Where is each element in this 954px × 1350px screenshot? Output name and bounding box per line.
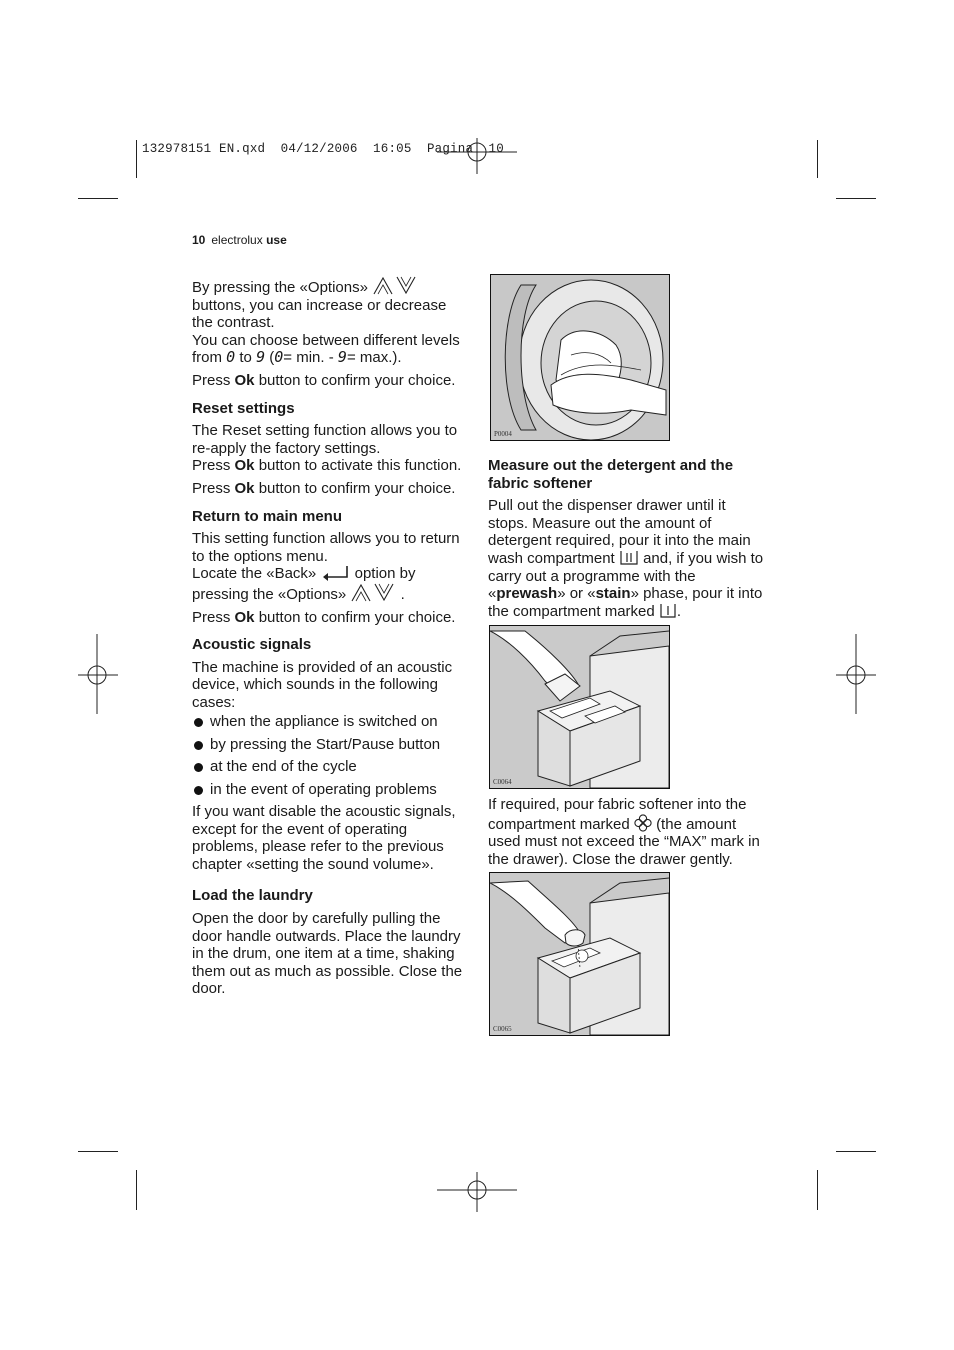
page-number: 10 <box>192 233 206 247</box>
prewash-compartment-icon <box>659 603 677 619</box>
laundry-drum-illustration <box>490 274 670 441</box>
figure-code: P0004 <box>494 430 512 438</box>
up-down-arrows-icon <box>372 276 418 295</box>
section-name: use <box>266 233 287 247</box>
contrast-paragraph: By pressing the «Options» buttons, you can increase or decrease the contrast. You can choose between different levels from 0 to 9 (0= min. - 9= max.). <box>192 276 468 367</box>
brand-name: electrolux <box>211 233 263 247</box>
return-menu-locate: Locate the «Back» option by pressing the «Options» . <box>192 565 416 603</box>
acoustic-bullet-list <box>192 713 468 798</box>
measure-detergent-body: Pull out the dispenser drawer until it stops. Measure out the amount of detergent required, pour it into the main wash compartment and, if you wish to carry out a programme with the «prewash» or «stain» phase, pour it into the compartment marked . <box>488 497 764 620</box>
return-menu-confirm: Press Ok button to confirm your choice. <box>192 608 456 626</box>
back-arrow-icon <box>320 565 350 581</box>
figure-code: C0065 <box>493 1025 512 1033</box>
measure-detergent-heading: Measure out the detergent and the fabric softener <box>488 457 734 492</box>
page-header <box>192 233 287 247</box>
list-item: at the end of the cycle <box>192 758 468 776</box>
list-item: by pressing the Start/Pause button <box>192 736 468 754</box>
registration-mark-bottom <box>437 1172 517 1212</box>
fabric-softener-flower-icon <box>634 814 652 832</box>
acoustic-disable: If you want disable the acoustic signals, except for the event of operating problems, please refer to the previous chapter «setting the sound volume». <box>192 803 456 873</box>
reset-confirm: Press Ok button to confirm your choice. <box>192 479 456 497</box>
list-item: in the event of operating problems <box>192 781 468 799</box>
detergent-drawer-illustration <box>489 625 670 789</box>
reset-activate: Press Ok button to activate this function. <box>192 457 462 475</box>
main-wash-compartment-icon <box>619 550 639 566</box>
list-item: when the appliance is switched on <box>192 713 468 731</box>
load-laundry-heading: Load the laundry <box>192 887 313 905</box>
figure-code: C0064 <box>493 778 512 786</box>
softener-text <box>488 796 764 868</box>
load-laundry-body: Open the door by carefully pulling the door handle outwards. Place the laundry in the drum, one item at a time, shaking them out as much as possible. Close the door. <box>192 910 463 998</box>
acoustic-body: The machine is provided of an acoustic device, which sounds in the following cases: <box>192 658 453 711</box>
reset-settings-heading: Reset settings <box>192 399 295 417</box>
return-menu-body: This setting function allows you to return to the options menu. <box>192 530 460 565</box>
fabric-softener-illustration <box>489 872 670 1036</box>
registration-mark-right <box>836 634 876 714</box>
up-down-arrows-icon <box>350 583 396 602</box>
acoustic-signals-heading: Acoustic signals <box>192 636 312 654</box>
softener-body: If required, pour fabric softener into the compartment marked (the amount used must not exceed the “MAX” mark in the drawer). Close the drawer gently. <box>488 796 760 868</box>
reset-body: The Reset setting function allows you to re-apply the factory settings. <box>192 422 458 457</box>
print-slug: 132978151 EN.qxd 04/12/2006 16:05 Pagina 10 <box>142 142 504 156</box>
contrast-confirm: Press Ok button to confirm your choice. <box>192 371 456 389</box>
return-menu-heading: Return to main menu <box>192 507 343 525</box>
registration-mark-left <box>78 634 118 714</box>
left-column <box>192 276 468 998</box>
right-column-text <box>488 457 764 620</box>
